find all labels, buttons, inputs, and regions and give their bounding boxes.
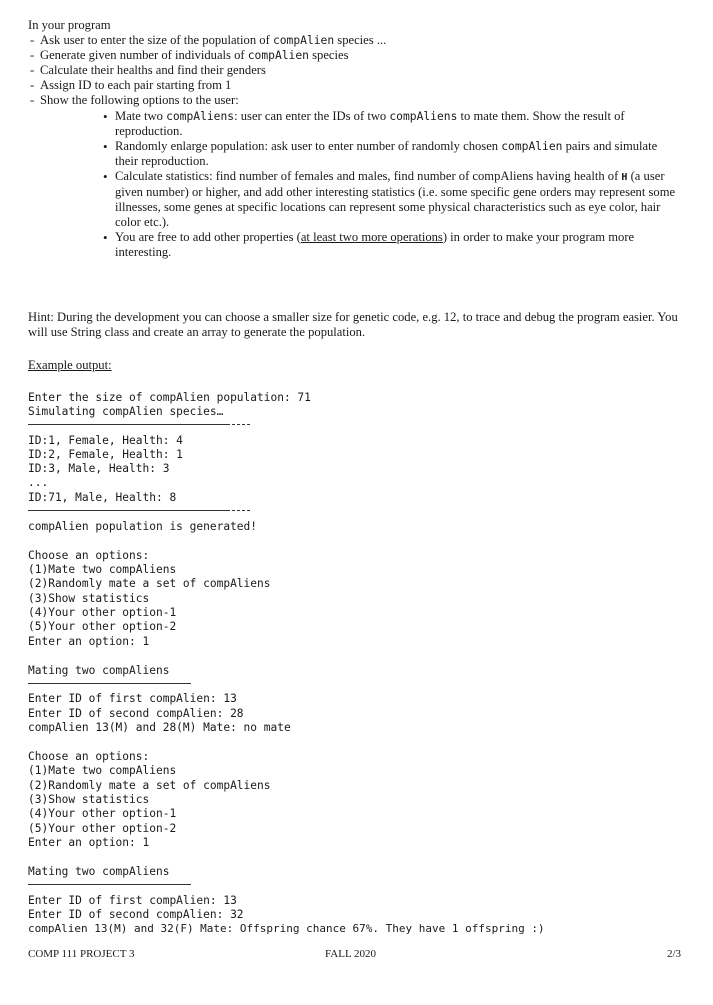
console-line: (1)Mate two compAliens xyxy=(28,563,177,576)
console-line: (3)Show statistics xyxy=(28,793,150,806)
step-item: - Assign ID to each pair starting from 1 xyxy=(28,78,678,93)
separator-line xyxy=(232,510,250,511)
console-line: Enter the size of compAlien population: 71 xyxy=(28,391,311,404)
step-item: - Generate given number of individuals of compAlien species xyxy=(28,48,678,63)
separator-line xyxy=(232,424,250,425)
bullet-item: • Mate two compAliens: user can enter the IDs of two compAliens to mate them. Show the result of reproduction. xyxy=(103,109,678,139)
console-line: (5)Your other option-2 xyxy=(28,822,177,835)
example-output-heading: Example output: xyxy=(28,358,112,372)
step-text: Show the following options to the user: xyxy=(40,93,239,107)
console-line: (4)Your other option-1 xyxy=(28,807,177,820)
console-line: (2)Randomly mate a set of compAliens xyxy=(28,577,271,590)
options-bullets xyxy=(40,109,678,260)
bullet-item: • Calculate statistics: find number of females and males, find number of compAliens having health of H (a user given number) or higher, and add other interesting statistics (i.e. some specific gene orders may represent some illnesses, some genes at specific locations can represent some physical characteristics such as eye color, hair color etc.). xyxy=(103,169,678,230)
instructions-heading: In your program xyxy=(28,18,111,32)
console-line: (4)Your other option-1 xyxy=(28,606,177,619)
console-line: ID:3, Male, Health: 3 xyxy=(28,462,170,475)
console-line: Choose an options: xyxy=(28,750,150,763)
step-item: - Ask user to enter the size of the population of compAlien species ... xyxy=(28,33,678,48)
console-line: (1)Mate two compAliens xyxy=(28,764,177,777)
console-line: Mating two compAliens xyxy=(28,865,170,878)
instructions-section xyxy=(28,18,678,260)
console-line: Simulating compAlien species… xyxy=(28,405,224,418)
console-line: ID:71, Male, Health: 8 xyxy=(28,491,177,504)
console-line: Mating two compAliens xyxy=(28,664,170,677)
console-line: compAlien 13(M) and 32(F) Mate: Offspring chance 67%. They have 1 offspring :) xyxy=(28,922,545,935)
console-line: compAlien 13(M) and 28(M) Mate: no mate xyxy=(28,721,291,734)
bullet-item: • You are free to add other properties (at least two more operations) in order to make your program more interesting. xyxy=(103,230,678,260)
footer-page-number: 2/3 xyxy=(666,948,681,960)
separator-line xyxy=(28,510,230,511)
console-line: Enter ID of second compAlien: 28 xyxy=(28,707,244,720)
console-line: Enter ID of first compAlien: 13 xyxy=(28,894,237,907)
steps-list xyxy=(28,33,678,260)
console-line: Choose an options: xyxy=(28,549,150,562)
console-line: compAlien population is generated! xyxy=(28,520,258,533)
separator-line xyxy=(28,884,191,885)
console-line: Enter ID of second compAlien: 32 xyxy=(28,908,244,921)
console-line: Enter an option: 1 xyxy=(28,836,150,849)
footer-course: COMP 111 PROJECT 3 xyxy=(28,948,135,960)
step-item: - Calculate their healths and find their genders xyxy=(28,63,678,78)
console-line: Enter ID of first compAlien: 13 xyxy=(28,692,237,705)
hint-paragraph: Hint: During the development you can choose a smaller size for genetic code, e.g. 12, to trace and debug the program easier. You will use String class and create an array to generate the population. xyxy=(28,310,678,339)
console-line: (3)Show statistics xyxy=(28,592,150,605)
console-line: (5)Your other option-2 xyxy=(28,620,177,633)
console-line: ID:1, Female, Health: 4 xyxy=(28,434,183,447)
console-line: ... xyxy=(28,476,49,489)
console-line: (2)Randomly mate a set of compAliens xyxy=(28,779,271,792)
console-line: ID:2, Female, Health: 1 xyxy=(28,448,183,461)
bullet-item: • Randomly enlarge population: ask user to enter number of randomly chosen compAlien pairs and simulate their reproduction. xyxy=(103,139,678,169)
step-item xyxy=(28,93,678,260)
separator-line xyxy=(28,424,230,425)
console-line: Enter an option: 1 xyxy=(28,635,150,648)
separator-line xyxy=(28,683,191,684)
footer-term: FALL 2020 xyxy=(325,948,377,960)
